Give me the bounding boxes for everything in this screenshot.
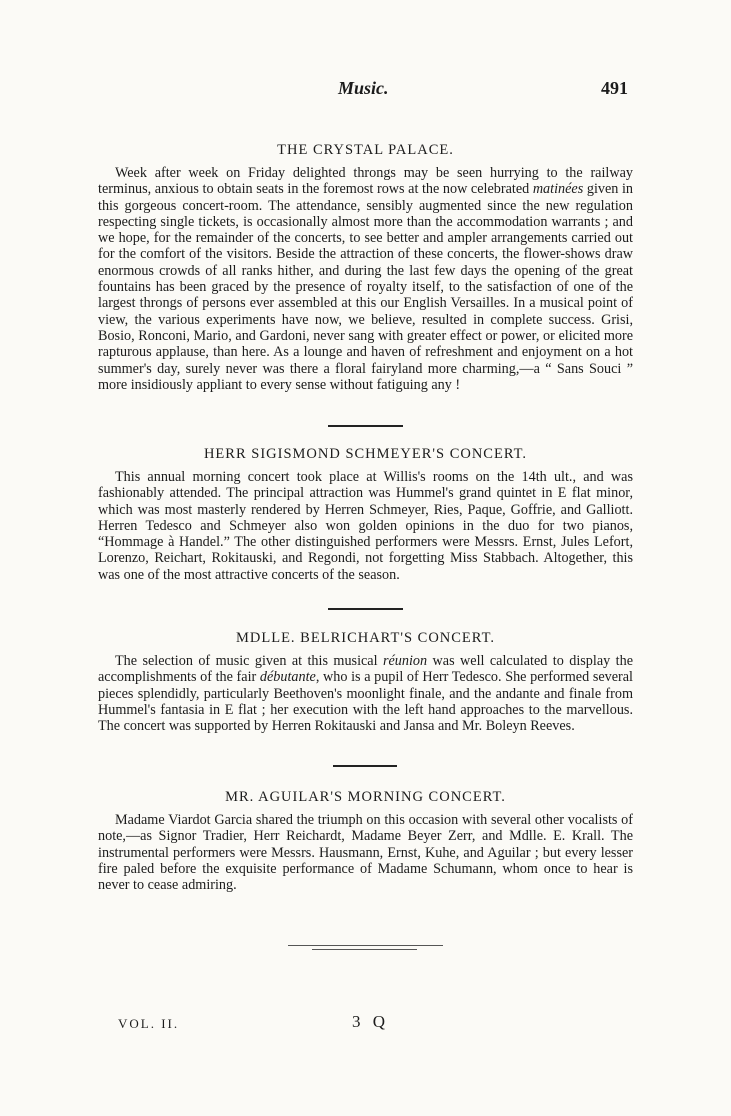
section-divider bbox=[328, 608, 403, 610]
section-divider bbox=[333, 765, 397, 767]
section-heading: HERR SIGISMOND SCHMEYER'S CONCERT. bbox=[203, 446, 528, 462]
page-number: 491 bbox=[601, 78, 628, 98]
section-heading: THE CRYSTAL PALACE. bbox=[277, 142, 454, 158]
end-rule bbox=[312, 949, 417, 950]
volume-label: VOL. II. bbox=[118, 1016, 180, 1031]
section-heading: MDLLE. BELRICHART'S CONCERT. bbox=[236, 630, 495, 646]
section-body: Week after week on Friday delighted throngs may be seen hurrying to the railway terminus, anxious to obtain seats in the foremost rows at the now celebrated matinées given in this gorgeous concert-room. The attendance, sensibly augmented since the new regulation respecting single tickets, is occasionally almost more than the accommodation warrants ; and we hope, for the remainder of the concerts, to see better and ampler arrangements carried out for the comfort of the visitors. Beside the attraction of these concerts, the flower-shows draw enormous crowds of all ranks hither, and during the last few days the opening of the great fountains has been graced by the presence of royalty itself, to the satisfaction of one of the largest throngs of persons ever assembled at this our English Versailles. In a musical point of view, the various experiments have now, we believe, resulted in complete success. Grisi, Bosio, Ronconi, Mario, and Gardoni, never sang with greater effect or power, or elicited more rapturous applause, than here. As a lounge and haven of refreshment and enjoyment on a hot summer's day, surely never was there a floral fairyland more charming,—a “ Sans Souci ” more insidiously appliant to every sense without fatiguing any ! bbox=[98, 165, 633, 393]
section-body: This annual morning concert took place at Willis's rooms on the 14th ult., and was fashionably attended. The principal attraction was Hummel's grand quintet in E flat minor, which was most masterly rendered by Herren Schmeyer, Ries, Paque, Goffrie, and Galliott. Herren Tedesco and Schmeyer also won golden opinions in the duo for two pianos, “Hommage à Handel.” The other distinguished performers were Messrs. Ernst, Jules Lefort, Lorenzo, Reichart, Rokitauski, and Regondi, not forgetting Miss Stabbach. Altogether, this was one of the most attractive concerts of the season. bbox=[98, 469, 633, 583]
article-schmeyer-concert bbox=[98, 446, 633, 583]
article-belrichart-concert bbox=[98, 630, 633, 734]
page-header bbox=[0, 78, 731, 102]
section-heading: MR. AGUILAR'S MORNING CONCERT. bbox=[225, 789, 506, 805]
running-head: Music. bbox=[338, 78, 389, 98]
article-crystal-palace bbox=[98, 142, 633, 393]
section-divider bbox=[328, 425, 403, 427]
article-aguilar-concert bbox=[98, 789, 633, 893]
section-body: The selection of music given at this musical réunion was well calculated to display the accomplishments of the fair débutante, who is a pupil of Herr Tedesco. She performed several pieces splendidly, particularly Beethoven's moonlight finale, and the andante and finale from Hummel's fantasia in E flat ; her execution with the left hand approaches to the marvellous. The concert was supported by Herren Rokitauski and Jansa and Mr. Boleyn Reeves. bbox=[98, 653, 634, 735]
section-body: Madame Viardot Garcia shared the triumph on this occasion with several other vocalists of note,—as Signor Tradier, Herr Reichardt, Madame Beyer Zerr, and Mdlle. E. Krall. The instrumental performers were Messrs. Hausmann, Ernst, Kuhe, and Aguilar ; but every lesser fire paled before the exquisite performance of Madame Schumann, whom once to hear is never to cease admiring. bbox=[98, 812, 633, 894]
end-rule bbox=[288, 945, 443, 946]
signature-mark: 3 Q bbox=[352, 1012, 390, 1031]
